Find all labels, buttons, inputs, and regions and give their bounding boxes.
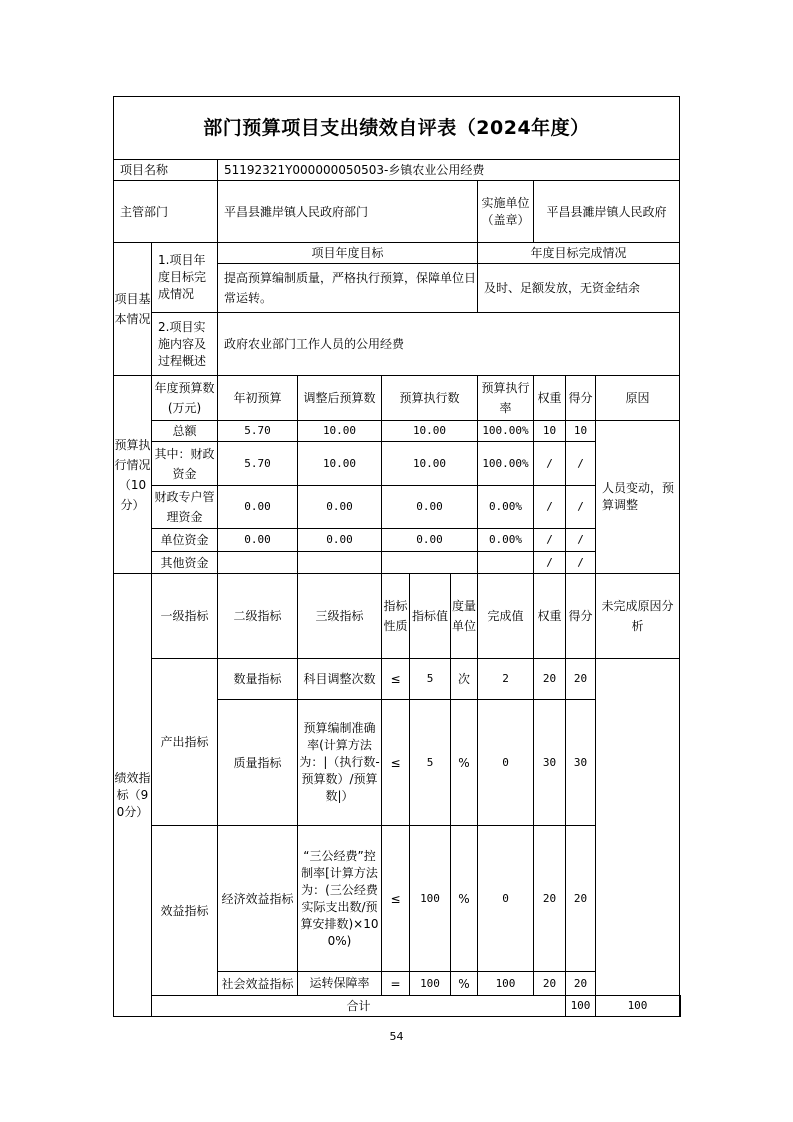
budget-rate: 100.00%: [478, 421, 534, 442]
perf-level3: 运转保障率: [298, 972, 382, 996]
budget-header-score: 得分: [566, 376, 596, 421]
perf-level2: 经济效益指标: [218, 826, 298, 972]
budget-adjusted: 10.00: [298, 421, 382, 442]
perf-weight: 30: [534, 700, 566, 826]
perf-header-value: 指标值: [410, 574, 451, 659]
perf-value: 5: [410, 700, 451, 826]
budget-reason: 人员变动，预算调整: [596, 421, 680, 574]
impl-unit-value: 平昌县濉岸镇人民政府: [534, 181, 680, 243]
self-evaluation-table: [113, 96, 681, 1017]
budget-row-label: 其中：财政资金: [152, 442, 218, 486]
perf-nature: ≤: [382, 700, 410, 826]
budget-row-label: 其他资金: [152, 552, 218, 574]
perf-unit: %: [451, 700, 478, 826]
page-number: 54: [389, 1030, 404, 1043]
perf-unit: %: [451, 826, 478, 972]
budget-executed: 10.00: [382, 421, 478, 442]
total-label: 合计: [152, 996, 566, 1017]
output-indicator-label: 产出指标: [152, 659, 218, 826]
perf-unit: %: [451, 972, 478, 996]
page-title: 部门预算项目支出绩效自评表（2024年度）: [114, 97, 680, 160]
performance-section-label: 绩效指标（90分）: [114, 574, 152, 1017]
budget-row-label: 单位资金: [152, 529, 218, 552]
perf-score: 20: [566, 972, 596, 996]
dept-label: 主管部门: [114, 181, 218, 243]
budget-executed: [382, 552, 478, 574]
perf-actual: 0: [478, 826, 534, 972]
perf-level3: 科目调整次数: [298, 659, 382, 700]
budget-weight: /: [534, 529, 566, 552]
perf-level3: 预算编制准确率(计算方法为：|（执行数-预算数）/预算数|）: [298, 700, 382, 826]
perf-weight: 20: [534, 659, 566, 700]
budget-section-label: 预算执行情况（10分）: [114, 376, 152, 574]
budget-weight: /: [534, 442, 566, 486]
budget-header-item: 年度预算数(万元): [152, 376, 218, 421]
budget-adjusted: 0.00: [298, 529, 382, 552]
perf-header-actual: 完成值: [478, 574, 534, 659]
budget-header-weight: 权重: [534, 376, 566, 421]
impl-content-text: 政府农业部门工作人员的公用经费: [218, 313, 680, 376]
perf-unit: 次: [451, 659, 478, 700]
budget-executed: 10.00: [382, 442, 478, 486]
budget-header-rate: 预算执行率: [478, 376, 534, 421]
goal-text: 提高预算编制质量，严格执行预算，保障单位日常运转。: [218, 264, 478, 313]
budget-header-adjusted: 调整后预算数: [298, 376, 382, 421]
impl-unit-label: 实施单位（盖章）: [478, 181, 534, 243]
perf-reason: [596, 659, 680, 996]
budget-weight: /: [534, 552, 566, 574]
budget-score: /: [566, 442, 596, 486]
perf-weight: 20: [534, 826, 566, 972]
goal-header: 项目年度目标: [218, 243, 478, 264]
budget-rate: [478, 552, 534, 574]
budget-score: 10: [566, 421, 596, 442]
perf-score: 20: [566, 659, 596, 700]
perf-header-level2: 二级指标: [218, 574, 298, 659]
budget-header-reason: 原因: [596, 376, 680, 421]
budget-rate: 0.00%: [478, 529, 534, 552]
perf-nature: ≤: [382, 826, 410, 972]
budget-adjusted: [298, 552, 382, 574]
budget-initial: 5.70: [218, 421, 298, 442]
perf-value: 100: [410, 826, 451, 972]
perf-score: 20: [566, 826, 596, 972]
budget-adjusted: 10.00: [298, 442, 382, 486]
budget-executed: 0.00: [382, 486, 478, 529]
perf-score: 30: [566, 700, 596, 826]
total-weight: 100: [566, 996, 596, 1017]
perf-level2: 数量指标: [218, 659, 298, 700]
perf-header-level3: 三级指标: [298, 574, 382, 659]
total-reason: [680, 996, 681, 1017]
budget-score: /: [566, 529, 596, 552]
perf-actual: 100: [478, 972, 534, 996]
project-name-label: 项目名称: [114, 160, 218, 181]
perf-value: 5: [410, 659, 451, 700]
budget-header-executed: 预算执行数: [382, 376, 478, 421]
completion-header: 年度目标完成情况: [478, 243, 680, 264]
perf-weight: 20: [534, 972, 566, 996]
project-name-value: 51192321Y000000050503-乡镇农业公用经费: [218, 160, 680, 181]
budget-score: /: [566, 486, 596, 529]
completion-text: 及时、足额发放，无资金结余: [478, 264, 680, 313]
perf-header-reason: 未完成原因分析: [596, 574, 680, 659]
budget-executed: 0.00: [382, 529, 478, 552]
budget-score: /: [566, 552, 596, 574]
budget-initial: 5.70: [218, 442, 298, 486]
perf-level2: 质量指标: [218, 700, 298, 826]
perf-nature: =: [382, 972, 410, 996]
budget-header-initial: 年初预算: [218, 376, 298, 421]
budget-row-label: 财政专户管理资金: [152, 486, 218, 529]
budget-rate: 100.00%: [478, 442, 534, 486]
budget-weight: /: [534, 486, 566, 529]
benefit-indicator-label: 效益指标: [152, 826, 218, 996]
perf-actual: 0: [478, 700, 534, 826]
budget-rate: 0.00%: [478, 486, 534, 529]
impl-content-label: 2.项目实施内容及过程概述: [152, 313, 218, 376]
perf-value: 100: [410, 972, 451, 996]
budget-initial: 0.00: [218, 529, 298, 552]
perf-header-unit: 度量单位: [451, 574, 478, 659]
perf-level2: 社会效益指标: [218, 972, 298, 996]
budget-adjusted: 0.00: [298, 486, 382, 529]
perf-level3: “三公经费”控制率[计算方法为：(三公经费实际支出数/预算安排数)×100%): [298, 826, 382, 972]
perf-header-nature: 指标性质: [382, 574, 410, 659]
budget-initial: [218, 552, 298, 574]
perf-header-level1: 一级指标: [152, 574, 218, 659]
total-score: 100: [596, 996, 680, 1017]
perf-actual: 2: [478, 659, 534, 700]
basic-section-label: 项目基本情况: [114, 243, 152, 376]
budget-weight: 10: [534, 421, 566, 442]
perf-nature: ≤: [382, 659, 410, 700]
perf-header-score: 得分: [566, 574, 596, 659]
goal-label: 1.项目年度目标完成情况: [152, 243, 218, 313]
budget-initial: 0.00: [218, 486, 298, 529]
dept-value: 平昌县濉岸镇人民政府部门: [218, 181, 478, 243]
perf-header-weight: 权重: [534, 574, 566, 659]
budget-row-label: 总额: [152, 421, 218, 442]
